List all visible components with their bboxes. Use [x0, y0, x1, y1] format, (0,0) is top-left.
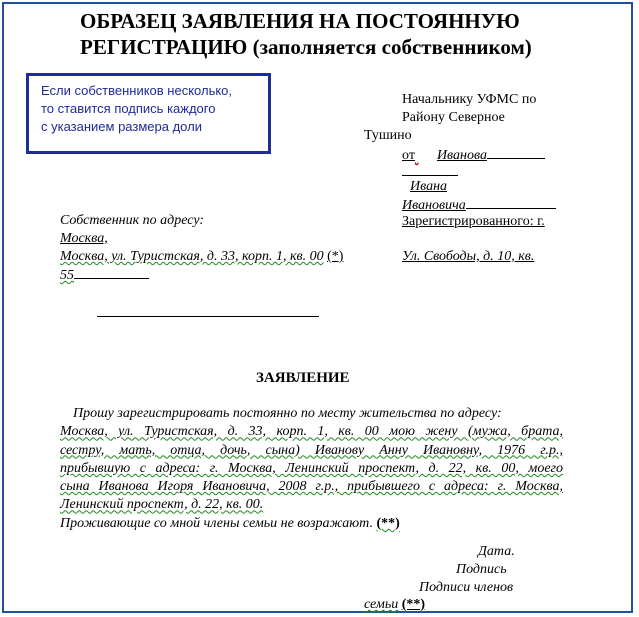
sig-family: семьи (**) [364, 597, 426, 612]
addressee-registered: Зарегистрированного: г. [402, 214, 545, 229]
owner-signature-line [97, 316, 319, 317]
note-line-2: то ставится подпись каждого [41, 101, 216, 116]
owner-label: Собственник по адресу: [60, 213, 205, 228]
sig-date: Дата. [478, 544, 515, 559]
body-residents: Проживающие со мной члены семьи не возражают. (**) [60, 515, 400, 531]
addressee-line-2: Району Северное [402, 110, 505, 125]
owner-address: Москва, ул. Туристская, д. 33, корп. 1, кв. 00 (*) [60, 249, 344, 264]
addressee-line-1: Начальнику УФМС по [402, 92, 537, 107]
body-line-2: Москва, ул. Туристская, д. 33, корп. 1, кв. 00 мою жену (мужа, брата, [60, 424, 563, 440]
addressee-rule-1 [402, 175, 458, 176]
residents-mark: (**) [376, 515, 400, 531]
addressee-line-3: Тушино [364, 128, 412, 143]
addressee-patronymic: Ивановича [402, 195, 556, 215]
title-line-1: ОБРАЗЕЦ ЗАЯВЛЕНИЯ НА ПОСТОЯННУЮ [80, 9, 520, 33]
addressee-name: Ивана [410, 179, 448, 194]
body-line-6: Ленинский проспект, д. 22, кв. 00. [60, 497, 264, 513]
addressee-address: Ул. Свободы, д. 10, кв. [402, 249, 535, 264]
sig-members: Подписи членов [419, 580, 514, 595]
statement-body [60, 405, 563, 533]
title-line-2: РЕГИСТРАЦИЮ (заполняется собственником) [80, 35, 532, 59]
body-line-4: прибывшую с адреса: г. Москва, Ленинский проспект, д. 22, кв. 00, моего [60, 460, 563, 476]
note-line-1: Если собственников несколько, [41, 83, 233, 98]
owner-city: Москва, [60, 231, 108, 246]
addressee-from: от Иванова [402, 145, 545, 165]
owner-apt: 55 [60, 265, 149, 285]
owner-mark: (*) [327, 249, 344, 264]
statement-heading: ЗАЯВЛЕНИЕ [256, 370, 350, 386]
body-line-3: сестру, мать, отца, дочь, сына) Иванову Анну Ивановну, 1976 г.р., [60, 442, 563, 458]
sig-sign: Подпись [456, 562, 507, 577]
note-box [26, 73, 271, 154]
note-line-3: с указанием размера доли [41, 119, 202, 134]
family-mark: (**) [401, 597, 426, 612]
body-line-1: Прошу зарегистрировать постоянно по месту жительства по адресу: [73, 406, 502, 421]
body-line-5: сына Иванова Игоря Ивановича, 2008 г.р., прибывшего с адреса: г. Москва, [60, 479, 563, 495]
